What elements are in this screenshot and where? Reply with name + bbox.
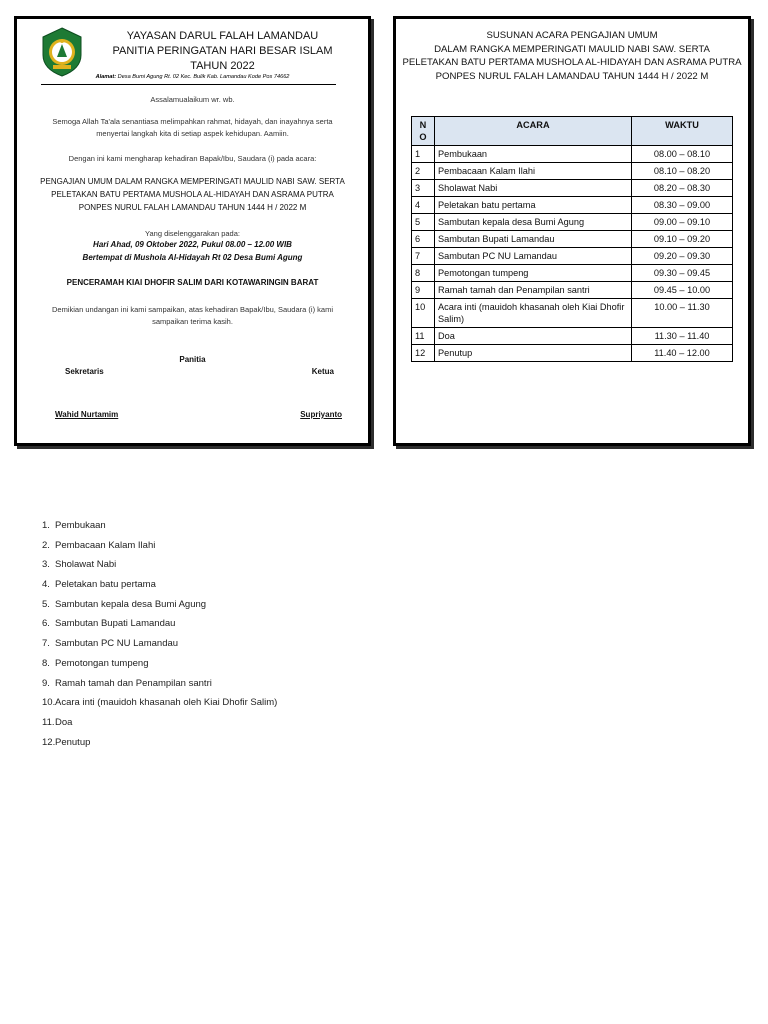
row-no: 9	[412, 282, 435, 299]
row-time: 10.00 – 11.30	[632, 299, 733, 328]
row-event: Pemotongan tumpeng	[435, 265, 632, 282]
row-event: Penutup	[435, 345, 632, 362]
row-no: 7	[412, 248, 435, 265]
intro-line: menyertai langkah kita di setiap aspek kehidupan. Aamiin.	[96, 129, 289, 138]
list-item	[42, 696, 277, 716]
header-no-part: O	[419, 132, 427, 142]
table-row	[412, 282, 733, 299]
closing-paragraph	[33, 304, 352, 328]
row-event: Ramah tamah dan Penampilan santri	[435, 282, 632, 299]
event-venue: Bertempat di Mushola Al-Hidayah Rt 02 Desa Bumi Agung	[82, 253, 303, 262]
schedule-table	[411, 116, 733, 362]
letterhead-divider	[41, 84, 336, 85]
list-item	[42, 617, 277, 637]
list-item	[42, 637, 277, 657]
schedule-title-line: SUSUNAN ACARA PENGAJIAN UMUM	[486, 30, 658, 41]
row-no: 11	[412, 328, 435, 345]
row-no: 5	[412, 214, 435, 231]
row-time: 08.20 – 08.30	[632, 180, 733, 197]
list-text: Doa	[55, 716, 73, 728]
row-no: 4	[412, 197, 435, 214]
row-time: 09.00 – 09.10	[632, 214, 733, 231]
list-number: 3.	[42, 559, 50, 571]
list-text: Sambutan Bupati Lamandau	[55, 618, 176, 630]
table-row	[412, 248, 733, 265]
list-text: Sambutan PC NU Lamandau	[55, 638, 179, 650]
agenda-list	[42, 519, 277, 755]
list-number: 1.	[42, 520, 50, 531]
greeting: Assalamualaikum wr. wb.	[150, 95, 235, 104]
table-row	[412, 299, 733, 328]
table-row	[412, 265, 733, 282]
list-text: Sambutan kepala desa Bumi Agung	[55, 598, 207, 610]
list-number: 5.	[42, 598, 50, 610]
row-event: Sholawat Nabi	[435, 180, 632, 197]
row-no: 12	[412, 345, 435, 362]
list-number: 9.	[42, 677, 50, 689]
list-item	[42, 539, 277, 559]
closing-line: sampaikan terima kasih.	[152, 317, 233, 326]
row-no: 10	[412, 299, 435, 328]
list-item	[42, 736, 277, 756]
row-time: 09.10 – 09.20	[632, 231, 733, 248]
header-event: ACARA	[435, 117, 632, 146]
list-item	[42, 677, 277, 697]
list-number: 8.	[42, 657, 50, 669]
row-time: 11.30 – 11.40	[632, 328, 733, 345]
row-event: Peletakan batu pertama	[435, 197, 632, 214]
table-row	[412, 180, 733, 197]
secretary-name: Wahid Nurtamim	[55, 410, 119, 419]
list-text: Pembukaan	[55, 520, 106, 531]
list-text: Sholawat Nabi	[55, 559, 117, 571]
header-no-part: N	[419, 120, 427, 130]
schedule-card	[393, 16, 751, 446]
row-time: 09.30 – 09.45	[632, 265, 733, 282]
row-no: 6	[412, 231, 435, 248]
list-number: 10.	[42, 697, 56, 709]
schedule-title-line: PELETAKAN BATU PERTAMA MUSHOLA AL-HIDAYAH DAN ASRAMA PUTRA	[402, 57, 742, 68]
table-row	[412, 214, 733, 231]
row-event: Acara inti (mauidoh khasanah oleh Kiai Dhofir Salim)	[435, 299, 632, 328]
held-on-label: Yang diselenggarakan pada:	[145, 229, 240, 238]
list-number: 4.	[42, 579, 50, 591]
chair-name: Supriyanto	[300, 410, 342, 419]
row-event: Sambutan Bupati Lamandau	[435, 231, 632, 248]
table-row	[412, 163, 733, 180]
invitation-card	[14, 16, 371, 446]
table-row	[412, 146, 733, 163]
list-text: Acara inti (mauidoh khasanah oleh Kiai Dhofir Salim)	[55, 697, 278, 709]
list-number: 2.	[42, 539, 50, 551]
row-no: 8	[412, 265, 435, 282]
table-row	[412, 231, 733, 248]
header-time: WAKTU	[632, 117, 733, 146]
secretary-title: Sekretaris	[65, 367, 104, 376]
table-row	[412, 345, 733, 362]
list-number: 7.	[42, 638, 50, 650]
row-no: 3	[412, 180, 435, 197]
event-date-time: Hari Ahad, 09 Oktober 2022, Pukul 08.00 – 12.00 WIB	[93, 240, 292, 249]
row-time: 08.00 – 08.10	[632, 146, 733, 163]
list-number: 12.	[42, 736, 56, 748]
speaker-line: PENCERAMAH KIAI DHOFIR SALIM DARI KOTAWARINGIN BARAT	[66, 278, 319, 287]
address-label: Alamat:	[95, 74, 117, 80]
row-no: 1	[412, 146, 435, 163]
foundation-name: YAYASAN DARUL FALAH LAMANDAU	[126, 30, 319, 42]
committee-label: Panitia	[179, 355, 206, 364]
table-row	[412, 197, 733, 214]
list-item	[42, 598, 277, 618]
list-number: 11.	[42, 716, 55, 728]
list-item	[42, 578, 277, 598]
list-item	[42, 716, 277, 736]
request-line: Dengan ini kami mengharap kehadiran Bapak/Ibu, Saudara (i) pada acara:	[68, 154, 317, 163]
row-time: 11.40 – 12.00	[632, 345, 733, 362]
committee-name: PANITIA PERINGATAN HARI BESAR ISLAM	[112, 45, 333, 57]
event-title	[33, 175, 352, 214]
address-text: Desa Bumi Agung Rt. 02 Kec. Bulik Kab. Lamandau Kode Pos 74662	[117, 74, 290, 80]
list-text: Penutup	[55, 736, 91, 748]
row-time: 09.20 – 09.30	[632, 248, 733, 265]
letterhead	[85, 29, 360, 74]
address-line	[41, 74, 344, 80]
row-event: Sambutan PC NU Lamandau	[435, 248, 632, 265]
list-item	[42, 657, 277, 677]
schedule-title-line: PONPES NURUL FALAH LAMANDAU TAHUN 1444 H / 2022 M	[435, 70, 709, 82]
list-number: 6.	[42, 618, 50, 630]
schedule-header-row	[412, 117, 733, 146]
closing-line: Demikian undangan ini kami sampaikan, atas kehadiran Bapak/Ibu, Saudara (i) kami	[52, 305, 333, 314]
event-title-line: PENGAJIAN UMUM DALAM RANGKA MEMPERINGATI MAULID NABI SAW. SERTA	[40, 177, 345, 186]
schedule-title-line: DALAM RANGKA MEMPERINGATI MAULID NABI SAW. SERTA	[434, 43, 710, 55]
foundation-emblem-icon	[41, 27, 83, 77]
list-text: Ramah tamah dan Penampilan santri	[55, 677, 212, 689]
row-event: Doa	[435, 328, 632, 345]
list-item	[42, 558, 277, 578]
row-time: 08.30 – 09.00	[632, 197, 733, 214]
list-text: Pemotongan tumpeng	[55, 657, 149, 669]
row-time: 09.45 – 10.00	[632, 282, 733, 299]
header-no	[412, 117, 435, 146]
row-event: Sambutan kepala desa Bumi Agung	[435, 214, 632, 231]
event-title-line: PELETAKAN BATU PERTAMA MUSHOLA AL-HIDAYAH DAN ASRAMA PUTRA	[51, 190, 334, 199]
row-time: 08.10 – 08.20	[632, 163, 733, 180]
table-row	[412, 328, 733, 345]
row-event: Pembacaan Kalam Ilahi	[435, 163, 632, 180]
intro-line: Semoga Allah Ta'ala senantiasa melimpahkan rahmat, hidayah, dan inayahnya serta	[52, 117, 333, 126]
list-text: Pembacaan Kalam Ilahi	[55, 539, 156, 551]
chair-title: Ketua	[311, 367, 334, 376]
event-title-line: PONPES NURUL FALAH LAMANDAU TAHUN 1444 H / 2022 M	[78, 203, 307, 212]
intro-paragraph	[33, 116, 352, 140]
list-item	[42, 519, 277, 539]
row-event: Pembukaan	[435, 146, 632, 163]
header-year: TAHUN 2022	[190, 60, 255, 72]
schedule-title	[400, 29, 744, 83]
list-text: Peletakan batu pertama	[55, 579, 156, 591]
row-no: 2	[412, 163, 435, 180]
